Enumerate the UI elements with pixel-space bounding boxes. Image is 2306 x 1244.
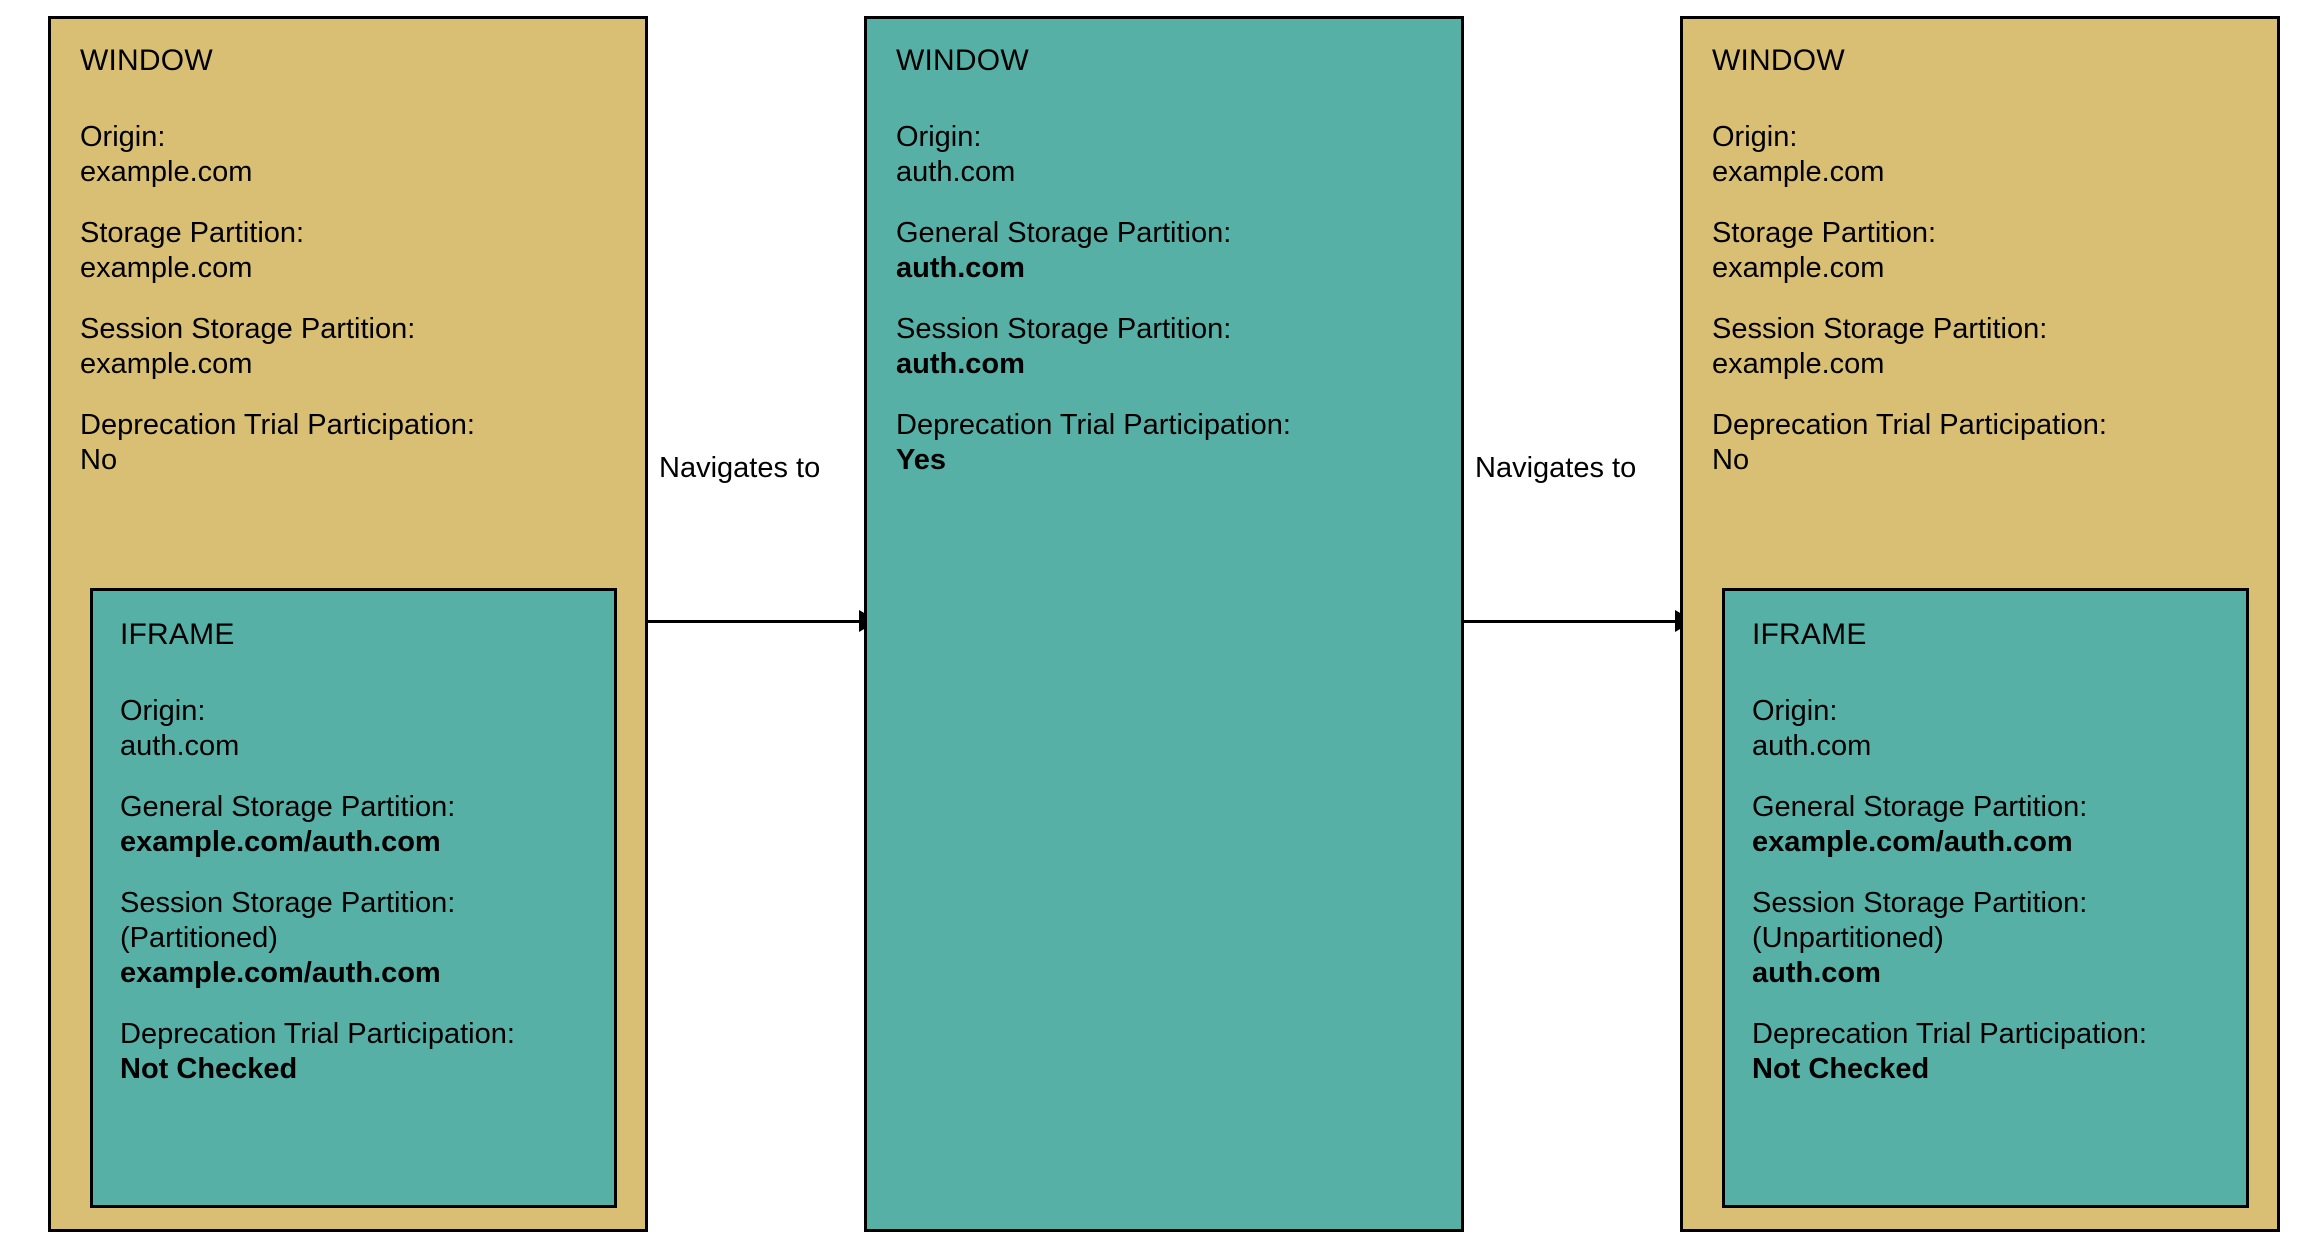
- field-value: example.com: [1712, 252, 1885, 284]
- field-session-storage-partition: [80, 312, 620, 382]
- field-origin: [80, 120, 620, 190]
- window-panel-1-fields: [80, 120, 620, 478]
- field-origin: [1712, 120, 2252, 190]
- field-label: Origin:: [120, 695, 206, 727]
- field-label: Origin:: [80, 121, 166, 153]
- field-sublabel: (Unpartitioned): [1752, 922, 1944, 954]
- iframe-box-3-fields: [1752, 694, 2232, 1087]
- field-value: Not Checked: [1752, 1053, 1930, 1085]
- arrow-1-line: [648, 620, 863, 623]
- window-panel-3-title: WINDOW: [1712, 44, 1845, 77]
- field-general-storage-partition: [896, 216, 1436, 286]
- field-label: Deprecation Trial Participation:: [80, 409, 475, 441]
- field-label: Session Storage Partition:: [1752, 887, 2088, 919]
- field-value: example.com: [80, 252, 253, 284]
- iframe-box-1-fields: [120, 694, 600, 1087]
- iframe-box-1-title: IFRAME: [120, 618, 235, 651]
- field-session-storage-partition: [1752, 886, 2232, 991]
- field-value: auth.com: [1752, 957, 1881, 989]
- field-label: Origin:: [896, 121, 982, 153]
- field-deprecation-trial: [120, 1017, 600, 1087]
- field-label: Deprecation Trial Participation:: [1712, 409, 2107, 441]
- field-label: Session Storage Partition:: [896, 313, 1232, 345]
- window-panel-3-fields: [1712, 120, 2252, 478]
- field-value: example.com: [1712, 348, 1885, 380]
- arrow-2-line: [1464, 620, 1679, 623]
- field-label: Session Storage Partition:: [80, 313, 416, 345]
- field-label: Storage Partition:: [80, 217, 305, 249]
- field-deprecation-trial: [80, 408, 620, 478]
- field-storage-partition: [1712, 216, 2252, 286]
- field-value: auth.com: [120, 730, 240, 762]
- window-panel-1-title: WINDOW: [80, 44, 213, 77]
- field-value: auth.com: [1752, 730, 1872, 762]
- field-label: Storage Partition:: [1712, 217, 1937, 249]
- field-value: No: [1712, 444, 1750, 476]
- field-session-storage-partition: [896, 312, 1436, 382]
- field-deprecation-trial: [1712, 408, 2252, 478]
- field-value: No: [80, 444, 118, 476]
- field-value: example.com: [80, 156, 253, 188]
- field-deprecation-trial: [1752, 1017, 2232, 1087]
- field-label: Session Storage Partition:: [120, 887, 456, 919]
- field-value: example.com: [80, 348, 253, 380]
- field-deprecation-trial: [896, 408, 1436, 478]
- field-storage-partition: [80, 216, 620, 286]
- field-session-storage-partition: [1712, 312, 2252, 382]
- field-value: auth.com: [896, 348, 1025, 380]
- field-origin: [120, 694, 600, 764]
- window-panel-2-fields: [896, 120, 1436, 478]
- field-general-storage-partition: [120, 790, 600, 860]
- field-general-storage-partition: [1752, 790, 2232, 860]
- field-value: example.com: [1712, 156, 1885, 188]
- field-label: General Storage Partition:: [896, 217, 1232, 249]
- field-label: General Storage Partition:: [120, 791, 456, 823]
- field-value: Yes: [896, 444, 946, 476]
- iframe-box-3-title: IFRAME: [1752, 618, 1867, 651]
- arrow-1-label: Navigates to: [655, 452, 824, 485]
- field-value: auth.com: [896, 252, 1025, 284]
- field-value: example.com/auth.com: [120, 957, 441, 989]
- field-label: General Storage Partition:: [1752, 791, 2088, 823]
- field-value: auth.com: [896, 156, 1016, 188]
- field-label: Deprecation Trial Participation:: [120, 1018, 515, 1050]
- field-label: Origin:: [1752, 695, 1838, 727]
- field-label: Origin:: [1712, 121, 1798, 153]
- field-origin: [1752, 694, 2232, 764]
- field-label: Deprecation Trial Participation:: [1752, 1018, 2147, 1050]
- field-sublabel: (Partitioned): [120, 922, 278, 954]
- field-value: example.com/auth.com: [1752, 826, 2073, 858]
- field-value: example.com/auth.com: [120, 826, 441, 858]
- field-label: Deprecation Trial Participation:: [896, 409, 1291, 441]
- field-origin: [896, 120, 1436, 190]
- field-session-storage-partition: [120, 886, 600, 991]
- window-panel-2-title: WINDOW: [896, 44, 1029, 77]
- field-label: Session Storage Partition:: [1712, 313, 2048, 345]
- arrow-2-label: Navigates to: [1471, 452, 1640, 485]
- field-value: Not Checked: [120, 1053, 298, 1085]
